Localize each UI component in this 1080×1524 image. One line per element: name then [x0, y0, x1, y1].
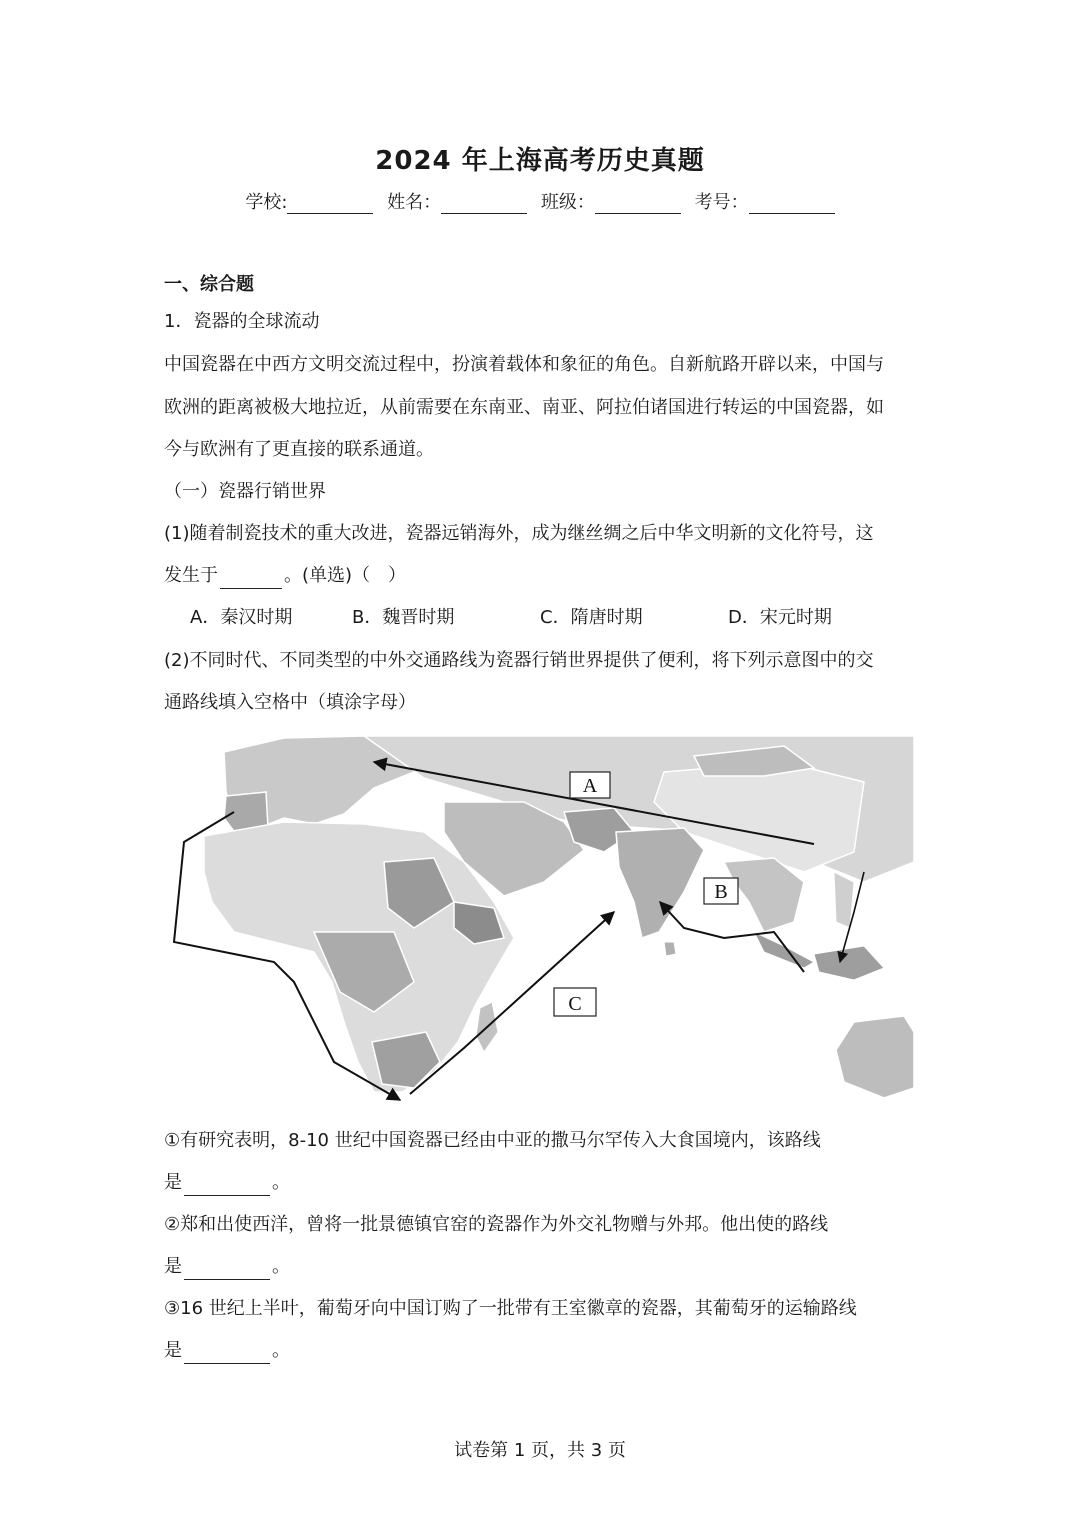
- q1-answer-blank[interactable]: [220, 570, 282, 589]
- q2-line-2: 通路线填入空格中（填涂字母）: [164, 692, 416, 713]
- option-a[interactable]: A．秦汉时期: [190, 607, 293, 628]
- subq1-prefix: 是: [164, 1172, 182, 1193]
- subq3-line-1: ③16 世纪上半叶，葡萄牙向中国订购了一批带有王室徽章的瓷器，其葡萄牙的运输路线: [164, 1298, 857, 1319]
- class-label: 班级：: [540, 192, 595, 213]
- subq1-suffix: 。: [272, 1172, 290, 1193]
- name-field: [387, 188, 527, 214]
- subq1-line-1: ①有研究表明，8-10 世纪中国瓷器已经由中亚的撒马尔罕传入大食国境内，该路线: [164, 1130, 821, 1151]
- option-d[interactable]: D．宋元时期: [728, 607, 832, 628]
- option-b[interactable]: B．魏晋时期: [352, 607, 455, 628]
- school-field: [245, 188, 373, 214]
- philippines-landmass: [834, 872, 854, 928]
- school-label: 学校:: [245, 192, 288, 213]
- sri-lanka-landmass: [664, 942, 676, 956]
- subq3-line-2: [164, 1338, 924, 1364]
- name-label: 姓名：: [387, 192, 442, 213]
- question-title: 1．瓷器的全球流动: [164, 311, 320, 332]
- intro-line-3: 今与欧洲有了更直接的联系通道。: [164, 439, 434, 460]
- subq2-prefix: 是: [164, 1256, 182, 1277]
- subq2-suffix: 。: [272, 1256, 290, 1277]
- subq2-line-1: ②郑和出使西洋，曾将一批景德镇官窑的瓷器作为外交礼物赠与外邦。他出使的路线: [164, 1214, 829, 1235]
- route-b-label: B: [714, 881, 728, 903]
- intro-line-1: 中国瓷器在中西方文明交流过程中，扮演着载体和象征的角色。自新航路开辟以来，中国与: [164, 354, 884, 375]
- subsection-heading: （一）瓷器行销世界: [164, 481, 326, 502]
- exam-number-field: [695, 188, 835, 214]
- subq3-suffix: 。: [272, 1340, 290, 1361]
- subq3-answer-blank[interactable]: [184, 1345, 270, 1364]
- intro-line-2: 欧洲的距离被极大地拉近，从前需要在东南亚、南亚、阿拉伯诸国进行转运的中国瓷器，如: [164, 397, 884, 418]
- subq1-line-2: [164, 1170, 924, 1196]
- option-c[interactable]: C．隋唐时期: [540, 607, 643, 628]
- page-footer: 试卷第 1 页，共 3 页: [454, 1440, 626, 1461]
- subq2-line-2: [164, 1254, 924, 1280]
- school-blank[interactable]: [287, 195, 373, 214]
- class-field: [541, 188, 681, 214]
- subq1-answer-blank[interactable]: [184, 1177, 270, 1196]
- q1-suffix: 。(单选)（ ）: [284, 565, 407, 586]
- student-info-row: [0, 188, 1080, 214]
- q2-line-1: (2)不同时代、不同类型的中外交通路线为瓷器行销世界提供了便利，将下列示意图中的交: [164, 650, 874, 671]
- exam-number-blank[interactable]: [749, 195, 835, 214]
- q1-line-1: (1)随着制瓷技术的重大改进，瓷器远销海外，成为继丝绸之后中华文明新的文化符号，这: [164, 523, 874, 544]
- trade-routes-map: [164, 732, 914, 1112]
- route-a-label: A: [582, 775, 598, 797]
- q1-line-2: [164, 563, 924, 589]
- name-blank[interactable]: [441, 195, 527, 214]
- class-blank[interactable]: [595, 195, 681, 214]
- exam-number-label: 考号：: [694, 192, 749, 213]
- subq2-answer-blank[interactable]: [184, 1261, 270, 1280]
- subq3-prefix: 是: [164, 1340, 182, 1361]
- section-heading: 一、综合题: [164, 274, 254, 295]
- route-c-label: C: [568, 993, 582, 1015]
- q1-prefix: 发生于: [164, 565, 218, 586]
- page-title: 2024 年上海高考历史真题: [375, 146, 705, 176]
